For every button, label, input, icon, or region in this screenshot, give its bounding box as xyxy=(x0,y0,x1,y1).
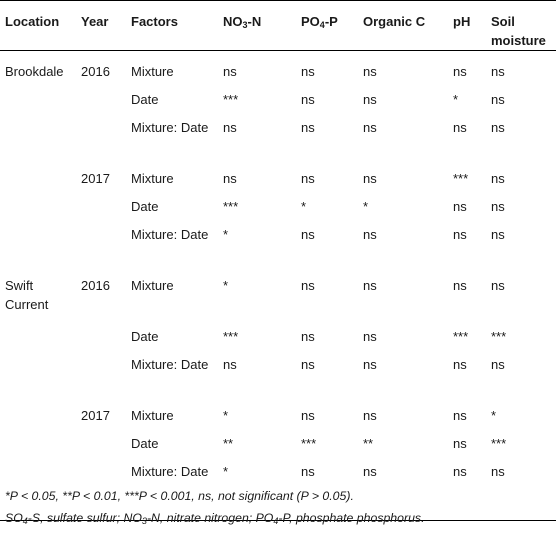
cell-factor: Mixture: Date xyxy=(131,120,209,135)
cell-no3n: ns xyxy=(223,171,237,186)
table-row xyxy=(0,166,556,194)
cell-factor: Date xyxy=(131,92,159,107)
cell-ph: ns xyxy=(453,199,467,214)
cell-location xyxy=(0,222,76,273)
cell-organic-c: ns xyxy=(363,408,377,423)
cell-no3n: * xyxy=(223,227,229,242)
cell-no3n: * xyxy=(218,459,296,521)
cell-year: 2017 xyxy=(81,171,110,186)
cell-soil-moisture: *** xyxy=(491,436,507,451)
col-header-location: Location xyxy=(0,1,76,51)
cell-no3n: *** xyxy=(223,199,239,214)
cell-location: Swift Current xyxy=(5,278,49,312)
col-header-year: Year xyxy=(76,1,126,51)
cell-location xyxy=(0,352,76,403)
cell-year xyxy=(76,87,126,115)
table-row xyxy=(0,87,556,115)
cell-ph: ns xyxy=(453,64,467,79)
cell-organic-c: ns xyxy=(363,120,377,135)
cell-po4p: ns xyxy=(301,92,315,107)
cell-po4p: ns xyxy=(301,171,315,186)
footnote-abbreviations: $SO_4-S$, sulfate sulfur; $NO_3-N$, nitrate nitrogen; $PO_4-P$, phosphate phosphorus. xyxy=(5,511,425,526)
cell-organic-c: ns xyxy=(363,357,377,372)
cell-organic-c: ns xyxy=(363,92,377,107)
table-row xyxy=(0,324,556,352)
cell-soil-moisture: ns xyxy=(491,278,505,293)
cell-ph: ns xyxy=(453,278,467,293)
cell-factor: Mixture xyxy=(131,278,174,293)
cell-organic-c: ** xyxy=(363,436,374,451)
cell-ph: ns xyxy=(453,357,467,372)
cell-factor: Date xyxy=(131,199,159,214)
cell-factor: Date xyxy=(131,436,159,451)
cell-year xyxy=(76,324,126,352)
cell-ph: ns xyxy=(453,120,467,135)
cell-soil-moisture: ns xyxy=(486,459,556,521)
cell-year xyxy=(76,222,126,273)
cell-soil-moisture: ns xyxy=(491,357,505,372)
cell-ph: ns xyxy=(453,408,467,423)
cell-location xyxy=(0,324,76,352)
cell-location xyxy=(0,166,76,194)
cell-organic-c: ns xyxy=(363,227,377,242)
cell-location xyxy=(0,403,76,431)
cell-year xyxy=(76,352,126,403)
cell-po4p: ns xyxy=(301,357,315,372)
cell-no3n: ns xyxy=(223,64,237,79)
cell-po4p: ns xyxy=(301,120,315,135)
cell-no3n: ns xyxy=(223,120,237,135)
cell-year: 2016 xyxy=(81,64,110,79)
cell-po4p: ns xyxy=(301,227,315,242)
cell-soil-moisture: ns xyxy=(491,199,505,214)
col-header-organic-c: Organic C xyxy=(358,1,448,51)
cell-soil-moisture: *** xyxy=(491,329,507,344)
cell-no3n: *** xyxy=(223,92,239,107)
cell-ph: *** xyxy=(453,329,469,344)
cell-location: Brookdale xyxy=(5,64,64,79)
col-header-ph: pH xyxy=(448,1,486,51)
cell-organic-c: * xyxy=(363,199,369,214)
cell-organic-c: ns xyxy=(363,171,377,186)
cell-factor: Mixture: Date xyxy=(126,459,218,521)
cell-location xyxy=(0,87,76,115)
col-header-no3n: $NO_3-N$ xyxy=(218,1,296,51)
cell-location xyxy=(0,194,76,222)
cell-no3n: * xyxy=(223,278,229,293)
table-row xyxy=(0,352,556,403)
table-row xyxy=(0,403,556,431)
table-row xyxy=(0,51,556,88)
table-row xyxy=(0,273,556,324)
cell-organic-c: ns xyxy=(363,64,377,79)
cell-factor: Mixture: Date xyxy=(131,357,209,372)
cell-no3n: *** xyxy=(223,329,239,344)
cell-no3n: ** xyxy=(223,436,234,451)
cell-ph: * xyxy=(453,92,459,107)
cell-factor: Mixture: Date xyxy=(131,227,209,242)
cell-organic-c: ns xyxy=(363,329,377,344)
footnote-significance: *P < 0.05, **P < 0.01, ***P < 0.001, ns, not significant (P > 0.05). xyxy=(5,489,354,503)
cell-year xyxy=(76,194,126,222)
cell-po4p: ns xyxy=(296,459,358,521)
cell-soil-moisture: ns xyxy=(491,227,505,242)
cell-factor: Mixture xyxy=(131,408,174,423)
cell-year: 2017 xyxy=(81,408,110,423)
cell-location xyxy=(0,431,76,459)
cell-po4p: ns xyxy=(301,329,315,344)
cell-organic-c: ns xyxy=(363,278,377,293)
cell-year xyxy=(76,115,126,166)
cell-location xyxy=(0,115,76,166)
cell-year xyxy=(76,431,126,459)
table-body xyxy=(0,51,556,521)
cell-no3n: * xyxy=(223,408,229,423)
cell-year: 2016 xyxy=(81,278,110,293)
cell-soil-moisture: * xyxy=(491,408,497,423)
table-row xyxy=(0,222,556,273)
cell-ph: ns xyxy=(453,436,467,451)
cell-ph: ns xyxy=(453,227,467,242)
col-header-po4p: $PO_4-P$ xyxy=(296,1,358,51)
header-row xyxy=(0,1,556,51)
cell-ph: ns xyxy=(448,459,486,521)
cell-ph: *** xyxy=(453,171,469,186)
cell-po4p: *** xyxy=(301,436,317,451)
cell-soil-moisture: ns xyxy=(491,171,505,186)
cell-no3n: ns xyxy=(223,357,237,372)
cell-organic-c: ns xyxy=(358,459,448,521)
cell-factor: Mixture xyxy=(131,64,174,79)
cell-po4p: ns xyxy=(301,278,315,293)
cell-po4p: ns xyxy=(301,408,315,423)
cell-soil-moisture: ns xyxy=(491,92,505,107)
table-row xyxy=(0,431,556,459)
table-row xyxy=(0,115,556,166)
cell-po4p: ns xyxy=(301,64,315,79)
cell-soil-moisture: ns xyxy=(491,64,505,79)
table-row xyxy=(0,194,556,222)
col-header-factors: Factors xyxy=(126,1,218,51)
cell-factor: Mixture xyxy=(131,171,174,186)
col-header-soil-moisture: Soil moisture xyxy=(486,1,556,51)
cell-factor: Date xyxy=(131,329,159,344)
cell-soil-moisture: ns xyxy=(491,120,505,135)
cell-po4p: * xyxy=(301,199,307,214)
